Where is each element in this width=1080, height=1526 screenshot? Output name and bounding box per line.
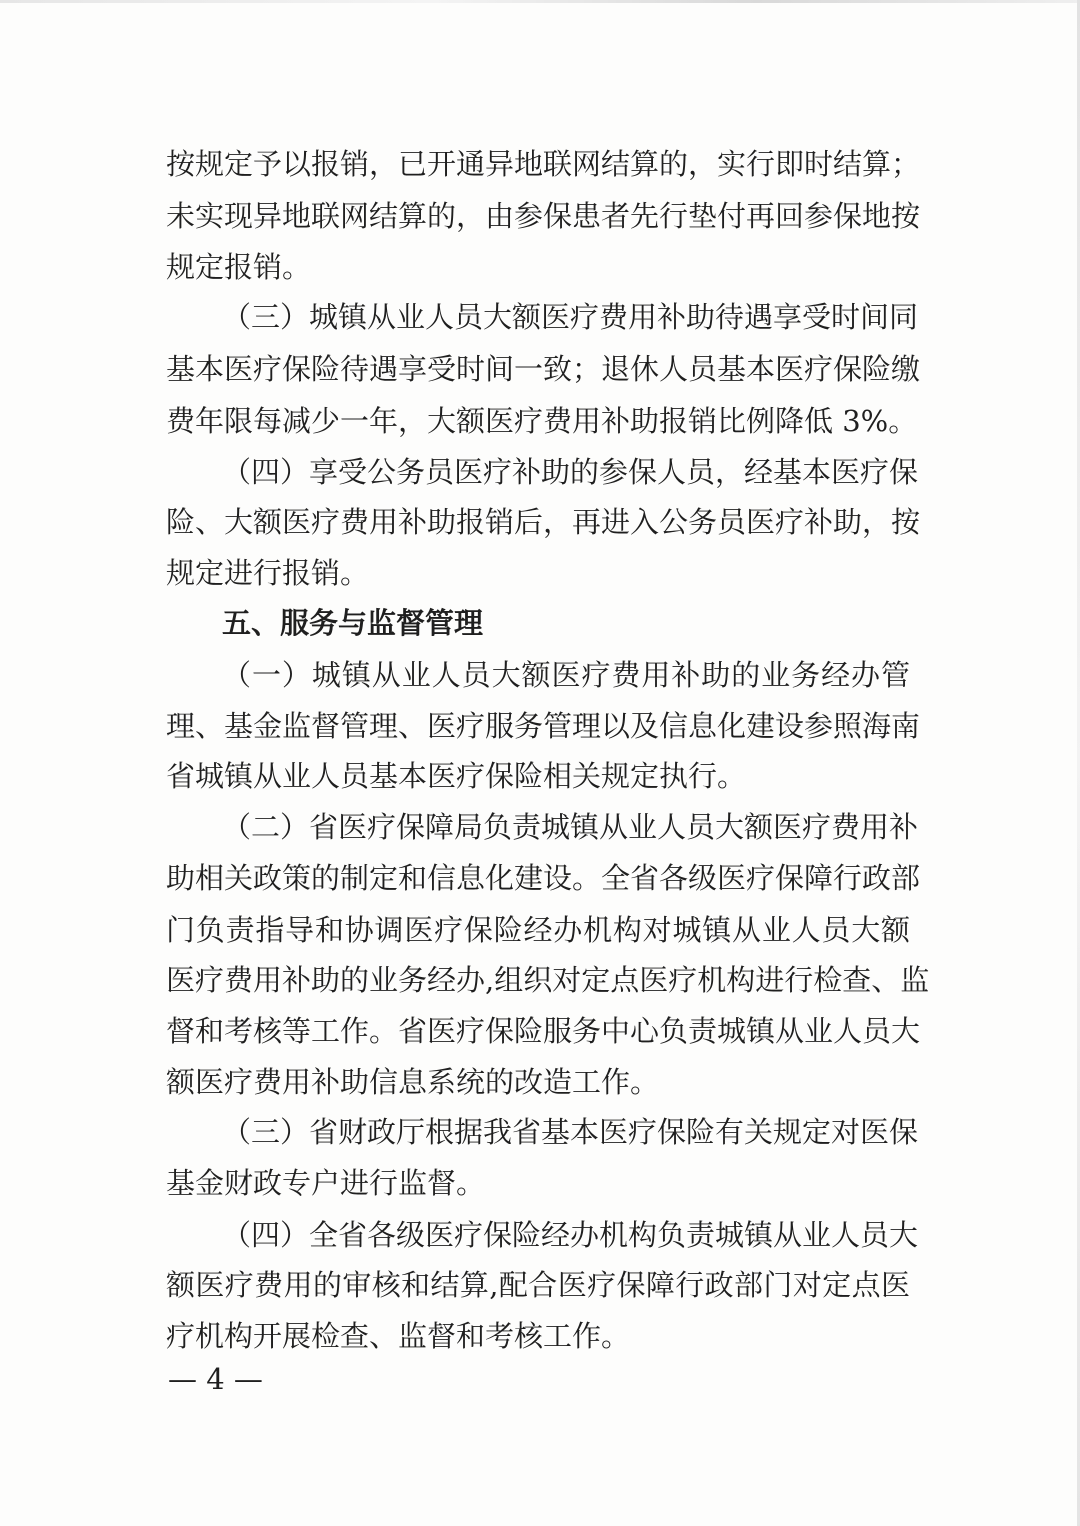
paragraph-line: 规定进行报销。: [166, 556, 370, 590]
paragraph-line: 按规定予以报销，已开通异地联网结算的，实行即时结算；: [166, 147, 921, 181]
paragraph-line: 助相关政策的制定和信息化建设。全省各级医疗保障行政部: [166, 861, 921, 895]
paragraph-line: 险、大额医疗费用补助报销后，再进入公务员医疗补助，按: [166, 505, 921, 539]
page-number: — 4 —: [168, 1362, 263, 1396]
paragraph-line: 医疗费用补助的业务经办,组织对定点医疗机构进行检查、监: [166, 963, 930, 997]
paragraph-line: （二）省医疗保障局负责城镇从业人员大额医疗费用补: [222, 810, 919, 844]
paragraph-line: 基本医疗保险待遇享受时间一致；退休人员基本医疗保险缴: [166, 352, 921, 386]
section-heading: 五、服务与监督管理: [222, 606, 484, 640]
paragraph-line: 基金财政专户进行监督。: [166, 1166, 486, 1200]
paragraph-line: （四）享受公务员医疗补助的参保人员，经基本医疗保: [222, 455, 919, 489]
paragraph-line: 额医疗费用的审核和结算,配合医疗保障行政部门对定点医: [166, 1268, 910, 1302]
paragraph-line: （三）省财政厅根据我省基本医疗保险有关规定对医保: [222, 1115, 919, 1149]
paragraph-line: （一）城镇从业人员大额医疗费用补助的业务经办管: [222, 658, 910, 692]
scan-edge-top: [0, 0, 1080, 3]
paragraph-line: 门负责指导和协调医疗保险经办机构对城镇从业人员大额: [166, 913, 910, 947]
paragraph-line: 未实现异地联网结算的，由参保患者先行垫付再回参保地按: [166, 199, 921, 233]
paragraph-line: 额医疗费用补助信息系统的改造工作。: [166, 1065, 660, 1099]
paragraph-line: 督和考核等工作。省医疗保险服务中心负责城镇从业人员大: [166, 1014, 921, 1048]
paragraph-line: 理、基金监督管理、医疗服务管理以及信息化建设参照海南: [166, 709, 921, 743]
paragraph-line: 费年限每减少一年，大额医疗费用补助报销比例降低 3%。: [166, 404, 918, 438]
paragraph-line: 规定报销。: [166, 250, 312, 284]
paragraph-line: （三）城镇从业人员大额医疗费用补助待遇享受时间同: [222, 300, 919, 334]
paragraph-line: 疗机构开展检查、监督和考核工作。: [166, 1319, 631, 1353]
paragraph-line: （四）全省各级医疗保险经办机构负责城镇从业人员大: [222, 1218, 919, 1252]
paragraph-line: 省城镇从业人员基本医疗保险相关规定执行。: [166, 759, 747, 793]
